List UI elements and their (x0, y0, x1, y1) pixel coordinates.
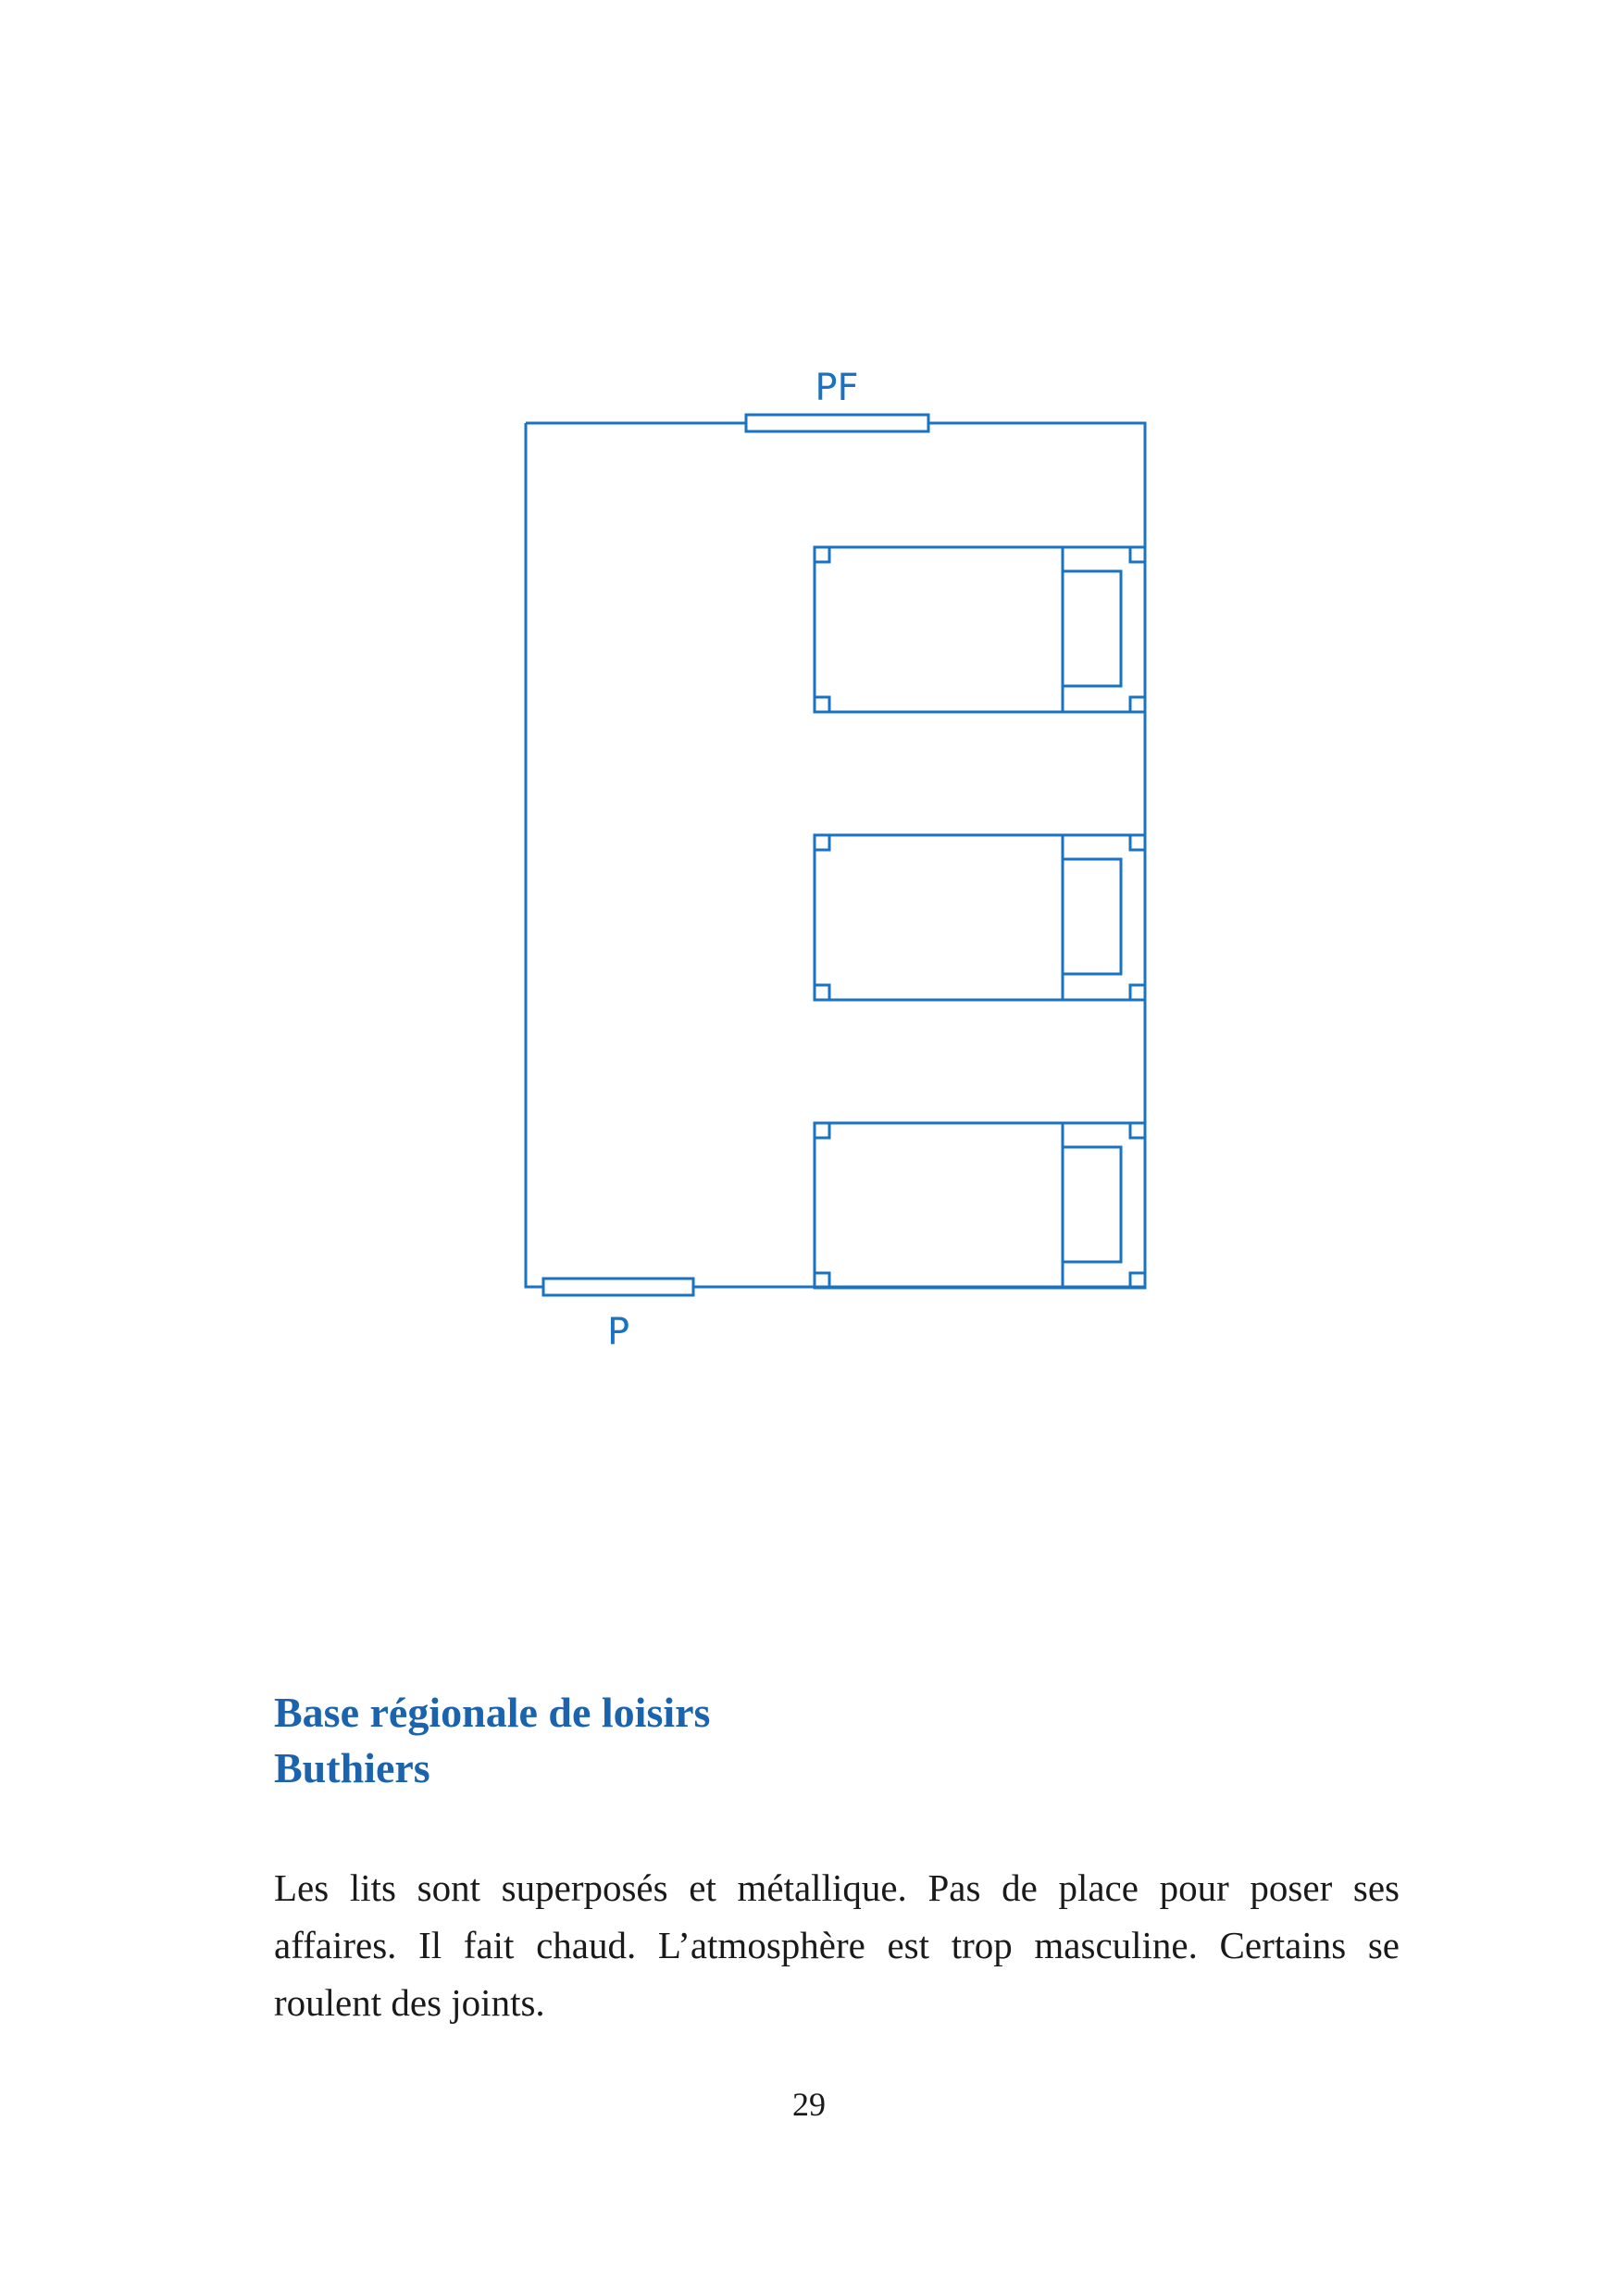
room-walls (526, 423, 1145, 1287)
beds-group (815, 547, 1145, 1288)
body-paragraph: Les lits sont superposés et métallique. Pas de place pour poser ses affaires. Il fait chaud. L’atmosphère est trop masculine. Certains se roulent des joints. (274, 1866, 1400, 2024)
window-label: PF (815, 367, 859, 409)
page-number: 29 (792, 2086, 826, 2123)
bed-post (1130, 547, 1145, 562)
bed-post (815, 1123, 829, 1138)
heading-line-1: Base régionale de loisirs (274, 1689, 711, 1736)
bed (815, 835, 1145, 1000)
bed-post (815, 835, 829, 850)
bed-pillow (1063, 859, 1121, 974)
bed-pillow (1063, 571, 1121, 686)
bed-post (1130, 835, 1145, 850)
bed-post (815, 697, 829, 712)
bed-post (1130, 1123, 1145, 1138)
bed (815, 1123, 1145, 1288)
bed-post (815, 547, 829, 562)
page-heading (274, 1685, 710, 1796)
bed-post (815, 985, 829, 1000)
bed-pillow (1063, 1147, 1121, 1262)
door-label: P (606, 1311, 630, 1354)
window-opening (746, 415, 928, 431)
bed (815, 547, 1145, 712)
bed-post (1130, 697, 1145, 712)
door-opening (543, 1279, 693, 1295)
bed-post (1130, 985, 1145, 1000)
heading-line-2: Buthiers (274, 1744, 430, 1791)
